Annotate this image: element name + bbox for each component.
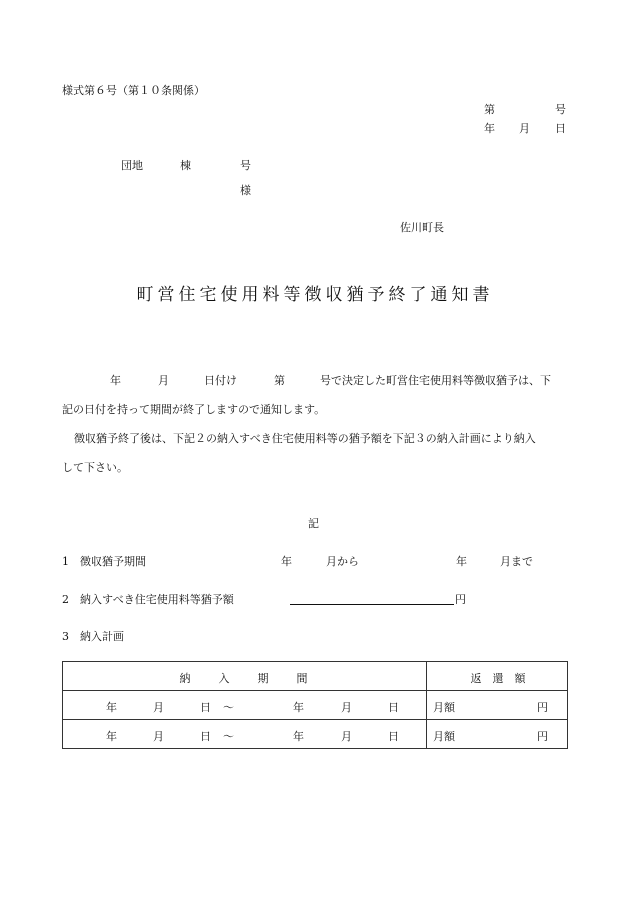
amount-yen: 円 [537,730,548,743]
item2-yen: 円 [455,593,466,606]
item2-label: 2 納入すべき住宅使用料等猶予額 [62,593,234,606]
header-amount: 返 還 額 [470,672,526,685]
period-tilde: ～ [223,730,234,743]
table-header-row [63,662,568,691]
body-hizuke: 日付け [204,374,237,387]
form-number: 様式第６号（第１０条関係） [62,84,205,97]
period-start-month: 月 [153,701,164,714]
period-tilde: ～ [223,701,234,714]
body-dai: 第 [274,374,285,387]
ki-mark: 記 [308,517,319,530]
addressee-mune: 棟 [180,159,191,172]
payment-plan-table [62,661,568,749]
monthly-amount-label: 月額 [433,730,455,743]
table-row [63,720,568,749]
amount-cell [427,691,568,720]
period-cell [63,720,427,749]
doc-number-dai: 第 [484,103,495,116]
period-end-year: 年 [293,730,304,743]
amount-cell [427,720,568,749]
period-start-day: 日 [200,730,211,743]
item1-label: 1 徴収猶予期間 [62,555,146,568]
period-end-month: 月 [341,730,352,743]
body-line1-rest: 号で決定した町営住宅使用料等徴収猶予は、下 [320,374,551,387]
period-start-month: 月 [153,730,164,743]
header-period-cell [63,662,427,691]
header-amount-cell [427,662,568,691]
period-end-month: 月 [341,701,352,714]
period-start-year: 年 [106,730,117,743]
body-line4: して下さい。 [62,461,128,474]
period-start-year: 年 [106,701,117,714]
period-cell [63,691,427,720]
item1-year-end: 年 [456,555,467,568]
doc-number-go: 号 [555,103,566,116]
body-line3: 徴収猶予終了後は、下記２の納入すべき住宅使用料等の猶予額を下記３の納入計画により納入 [74,432,536,445]
date-month: 月 [519,122,530,135]
item1-month-from: 月から [326,555,359,568]
document-title: 町営住宅使用料等徴収猶予終了通知書 [136,285,494,305]
amount-yen: 円 [537,701,548,714]
period-end-year: 年 [293,701,304,714]
item1-month-until: 月まで [500,555,533,568]
date-day: 日 [555,122,566,135]
sender-name: 佐川町長 [400,221,444,234]
body-year: 年 [110,374,121,387]
item2-amount-blank [290,603,454,605]
addressee-sama: 様 [240,184,251,197]
date-year: 年 [484,122,495,135]
table-row [63,691,568,720]
period-end-day: 日 [388,730,399,743]
item1-year-start: 年 [281,555,292,568]
header-period: 納 入 期 間 [179,672,310,685]
monthly-amount-label: 月額 [433,701,455,714]
body-line2: 記の日付を持って期間が終了しますので通知します。 [62,403,326,416]
period-start-day: 日 [200,701,211,714]
item3-label: 3 納入計画 [62,630,124,643]
addressee-danchi: 団地 [121,159,143,172]
period-end-day: 日 [388,701,399,714]
body-month: 月 [158,374,169,387]
addressee-go: 号 [240,159,251,172]
